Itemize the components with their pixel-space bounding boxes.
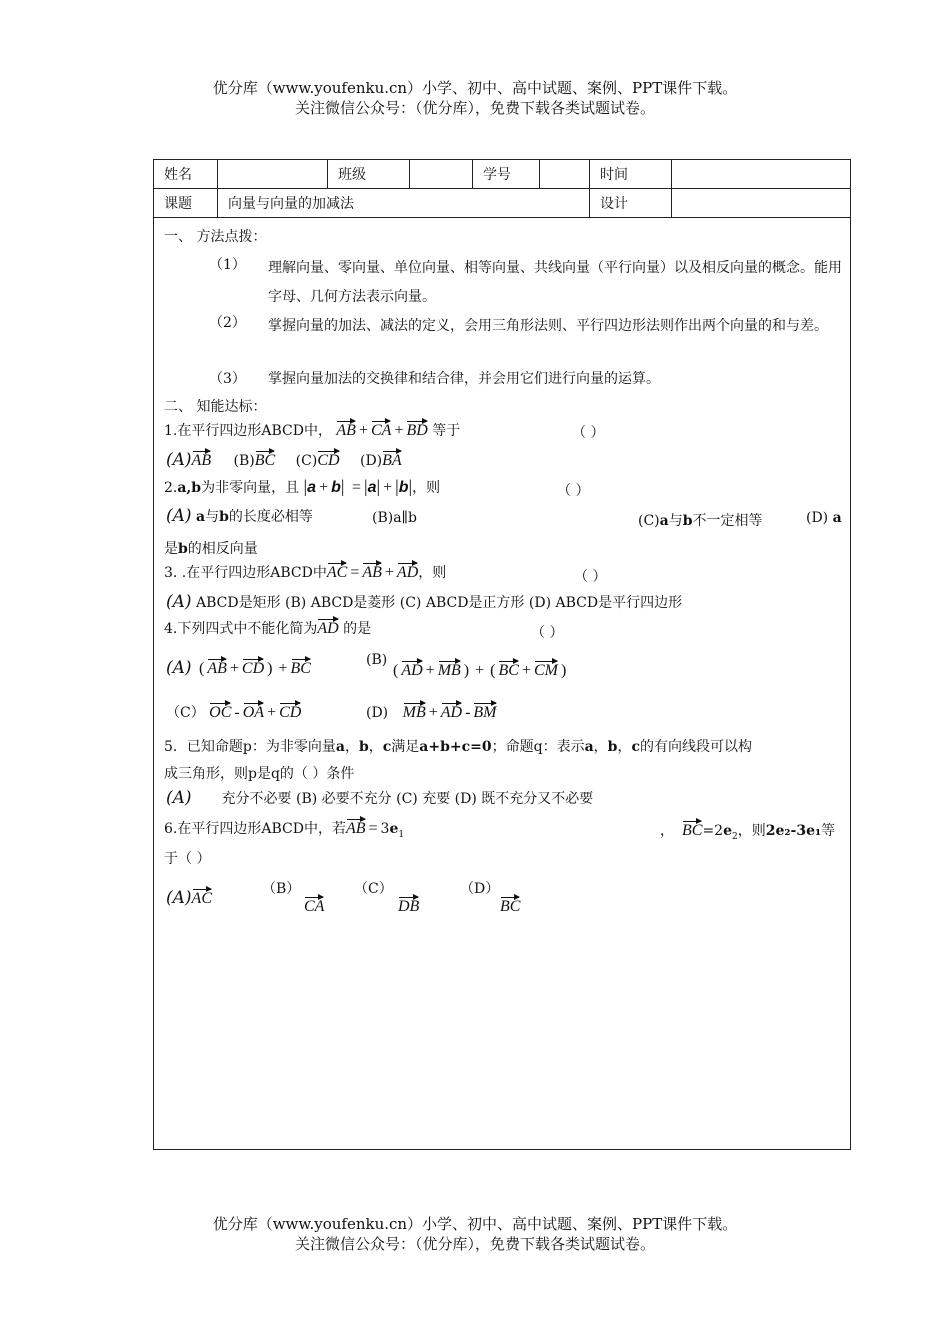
q1-option-c-label: (C) (295, 453, 318, 469)
q6-vector-bc: BC (682, 818, 702, 839)
q6-sub-1: 1 (398, 829, 405, 840)
q2-option-d-label: (D) (806, 510, 829, 526)
q2-option-c-label: (C) (638, 513, 660, 529)
q3-options-text: ABCD是矩形 (B) ABCD是菱形 (C) ABCD是正方形 (D) ABCD是平行四边形 (196, 595, 683, 611)
q5-c-2: c (631, 739, 640, 755)
q5-options (166, 788, 593, 808)
student-id-label: 学号 (473, 160, 540, 189)
item-2-text: 掌握向量的加法、减法的定义，会用三角形法则、平行四边形法则作出两个向量的和与差。 (268, 318, 828, 334)
q2-equals: = (351, 479, 361, 496)
q4-c-minus: - (234, 704, 240, 721)
q1-option-d-label: (D) (360, 453, 383, 469)
q3-vector-ab: AB (362, 560, 382, 581)
q3-equals: = (350, 564, 360, 581)
name-field[interactable] (218, 160, 328, 189)
section-2-title: 二、 知能达标： (164, 399, 267, 415)
page-header (0, 78, 950, 118)
q2-line2-prefix: 是 (164, 541, 178, 557)
info-table (154, 160, 850, 218)
q2-option-c-text2: 不一定相等 (692, 513, 763, 529)
q4-option-c-label: （C） (166, 705, 205, 721)
q2-plus-1: + (319, 479, 329, 496)
q6-expression: 2e₂-3e₁ (765, 823, 822, 839)
q2-option-c (638, 510, 763, 530)
q3-stem (164, 560, 446, 582)
q4-b-rparen-1: ) (463, 662, 470, 679)
item-3-num: （3） (209, 371, 246, 387)
q1-option-d-vector: BA (382, 448, 402, 469)
q4-a-vector-1: AB (207, 656, 227, 677)
q4-vector-ad: AD (317, 616, 338, 637)
q2-option-c-text1: 与 (668, 513, 683, 529)
q1-option-b-vector: BC (255, 448, 275, 469)
q4-c-vector-2: OA (243, 700, 264, 721)
q6-option-b-vector: CA (304, 894, 324, 915)
q6-option-a-vector: AC (192, 886, 212, 907)
footer-line-1: 优分库（www.youfenku.cn）小学、初中、高中试题、案例、PPT课件下载。 (212, 1215, 738, 1233)
q4-a-vector-3: BC (291, 656, 311, 677)
q6-line-2: 于（ ） (164, 851, 211, 867)
q1-options (166, 448, 402, 470)
q2-option-a-label: (A) (166, 506, 192, 526)
q5-a: a (335, 739, 345, 755)
q2-option-a-text1: 与 (205, 509, 220, 525)
item-1-num: （1） (209, 257, 246, 273)
q2-options-line (166, 506, 313, 526)
q3-option-a-label: (A) (166, 592, 192, 612)
q5-sep-4: ， (617, 739, 632, 755)
q4-option-a (166, 656, 311, 678)
q6-stem-prefix: 6.在平行四边形ABCD中，若 (164, 821, 346, 837)
q6-equals: = (368, 820, 378, 837)
q3-plus: + (384, 564, 394, 581)
q5-c: c (382, 739, 392, 755)
header-line-2: 关注微信公众号：（优分库），免费下载各类试题试卷。 (294, 99, 655, 117)
q4-stem-suffix: 的是 (343, 621, 372, 637)
q1-option-a-vector: AB (192, 448, 212, 469)
q4-stem (164, 616, 371, 638)
q2-option-a-text2: 的长度必相等 (228, 509, 313, 525)
q4-option-d-label: (D) (366, 705, 389, 721)
q4-option-c (166, 700, 301, 722)
q4-b-plus-3: + (521, 662, 531, 679)
q4-stem-prefix: 4.下列四式中不能化简为 (164, 621, 318, 637)
item-2-num: （2） (209, 315, 246, 331)
q1-vector-ca: CA (371, 418, 391, 439)
q2-answer-blank[interactable]: （ ） (557, 483, 590, 499)
q6-option-a (166, 886, 212, 908)
q2-option-c-a: a (659, 513, 669, 529)
q4-d-minus: - (465, 704, 471, 721)
q4-a-plus-2: + (278, 660, 288, 677)
q5-line-2: 成三角形，则p是q的（ ）条件 (164, 766, 355, 782)
q5-mid2: ；命题q：表示 (491, 739, 585, 755)
q6-option-a-label: (A) (166, 888, 192, 908)
q2-option-d-a: a (832, 510, 842, 526)
q1-answer-blank[interactable]: （ ） (572, 425, 605, 441)
class-label: 班级 (328, 160, 410, 189)
q4-b-vector-4: CM (534, 658, 558, 679)
q4-b-vector-2: MB (438, 658, 461, 679)
topic-value: 向量与向量的加减法 (218, 189, 590, 218)
q2-stem-suffix: ，则 (412, 480, 441, 496)
q2-option-a-b: b (219, 509, 229, 525)
student-id-field[interactable] (540, 160, 590, 189)
footer-line-2: 关注微信公众号：（优分库），免费下载各类试题试卷。 (294, 1235, 655, 1253)
q5-mid: 满足 (391, 739, 420, 755)
q6-e-2: e (723, 823, 733, 839)
name-label: 姓名 (154, 160, 218, 189)
q1-option-a-label: (A) (166, 450, 192, 470)
q1-stem-prefix: 1.在平行四边形ABCD中， (164, 423, 332, 439)
q2-b-2: b (398, 479, 409, 496)
q4-answer-blank[interactable]: （ ） (531, 625, 564, 641)
q1-option-c-vector: CD (317, 448, 339, 469)
q4-d-vector-2: AD (441, 700, 462, 721)
topic-label: 课题 (154, 189, 218, 218)
q6-option-c-vector-wrap (398, 894, 419, 915)
q2-line2-text: 的相反向量 (187, 541, 258, 557)
q3-options (166, 592, 682, 612)
q6-vector-ab: AB (346, 816, 366, 837)
q4-d-vector-1: MB (403, 700, 426, 721)
q2-a-2: a (367, 479, 377, 496)
q6-stem-suffix: 等 (821, 823, 836, 839)
q5-sep-3: ， (593, 739, 608, 755)
q4-b-plus-1: + (425, 662, 435, 679)
q5-line-1 (164, 736, 752, 756)
q5-condition: a+b+c=0 (419, 739, 492, 755)
q5-a-2: a (584, 739, 594, 755)
q4-option-b-label: (B) (366, 652, 388, 668)
time-label: 时间 (590, 160, 672, 189)
q5-options-text: 充分不必要 (B) 必要不充分 (C) 充要 (D) 既不充分又不必要 (221, 791, 594, 807)
q6-val-2: =2 (702, 823, 724, 839)
q6-stem-right (660, 818, 835, 842)
q1-option-b-label: (B) (233, 453, 255, 469)
q4-b-vector-1: AD (401, 658, 422, 679)
q1-plus-2: + (394, 422, 404, 439)
q4-option-d (366, 700, 497, 722)
q4-b-rparen-2: ) (560, 662, 567, 679)
q4-option-b (390, 658, 569, 680)
q2-option-a-a: a (196, 509, 206, 525)
item-3-text: 掌握向量加法的交换律和结合律，并会用它们进行向量的运算。 (268, 371, 660, 387)
q1-vector-ab: AB (336, 418, 356, 439)
q4-b-plus-2: + (475, 662, 485, 679)
q2-stem: 2.a,b为非零向量，且 |a + b| = |a| + |b|，则 (164, 476, 441, 496)
q2-stem-prefix: 2. (164, 480, 178, 496)
q6-option-c-label: （C） (354, 881, 393, 897)
q5-suffix: 的有向线段可以构 (639, 739, 752, 755)
q1-plus-1: + (358, 422, 368, 439)
q6-option-c-vector: DB (398, 894, 419, 915)
q5-b-2: b (607, 739, 618, 755)
q6-option-d-vector-wrap (500, 894, 520, 915)
q4-a-rparen: ) (267, 660, 273, 677)
q4-b-lparen-1: ( (393, 662, 399, 679)
q6-val-1: 3 (380, 821, 390, 837)
q6-sub-2: 2 (732, 831, 738, 842)
q6-option-b-vector-wrap (304, 894, 324, 915)
item-1-text: 理解向量、零向量、单位向量、相等向量、共线向量（平行向量）以及相反向量的概念。能用字母、几何方法表示向量。 (268, 260, 842, 305)
q1-stem (164, 418, 460, 440)
q5-option-a-label: (A) (166, 788, 192, 808)
q2-option-d (806, 510, 842, 526)
q4-c-plus: + (267, 704, 277, 721)
section-1-title: 一、 方法点拨： (164, 229, 267, 245)
q4-option-a-label: (A) (166, 658, 192, 678)
q4-d-plus: + (428, 704, 438, 721)
q3-answer-blank[interactable]: （ ） (574, 569, 607, 585)
q4-d-vector-3: BM (473, 700, 496, 721)
q6-option-d-label: （D） (460, 881, 500, 897)
q2-plus-2: + (383, 479, 393, 496)
q1-vector-bd: BD (406, 418, 427, 439)
worksheet (153, 159, 851, 1150)
q3-vector-ac: AC (327, 560, 347, 581)
header-line-1: 优分库（www.youfenku.cn）小学、初中、高中试题、案例、PPT课件下载。 (212, 79, 738, 97)
design-field[interactable] (672, 189, 851, 218)
q6-stem-mid: ，则 (737, 823, 766, 839)
q4-c-vector-3: CD (279, 700, 301, 721)
q1-stem-suffix: 等于 (432, 423, 461, 439)
q5-sep-2: ， (368, 739, 383, 755)
q2-option-c-b: b (682, 513, 693, 529)
q2-stem-mid: 为非零向量，且 (201, 480, 300, 496)
q3-stem-suffix: ，则 (418, 565, 447, 581)
q5-sep-1: ， (344, 739, 359, 755)
q6-option-b-label: （B） (262, 881, 301, 897)
q4-c-vector-1: OC (209, 700, 231, 721)
q6-e-1: e (389, 821, 399, 837)
q2-option-d-continued (164, 538, 258, 558)
q4-a-vector-2: CD (242, 656, 264, 677)
q2-option-b: (B)a∥b (372, 510, 417, 526)
q4-b-vector-3: BC (498, 658, 518, 679)
q4-a-plus-1: + (229, 660, 239, 677)
q6-stem-left (164, 816, 404, 840)
page-footer (0, 1214, 950, 1254)
q2-b-1: b (331, 479, 341, 496)
q4-a-lparen: ( (199, 660, 205, 677)
q2-ab: a,b (177, 480, 202, 496)
q2-line2-b: b (178, 541, 188, 557)
q2-a-1: a (307, 479, 317, 496)
q3-stem-prefix: 3. .在平行四边形ABCD中 (164, 565, 327, 581)
time-field[interactable] (672, 160, 851, 189)
class-field[interactable] (410, 160, 473, 189)
design-label: 设计 (590, 189, 672, 218)
q5-prefix: 5．已知命题p：为非零向量 (164, 739, 336, 755)
q6-comma: ， (660, 823, 674, 839)
q4-b-lparen-2: ( (490, 662, 496, 679)
q3-vector-ad: AD (397, 560, 418, 581)
q6-option-d-vector: BC (500, 894, 520, 915)
q5-b: b (358, 739, 369, 755)
